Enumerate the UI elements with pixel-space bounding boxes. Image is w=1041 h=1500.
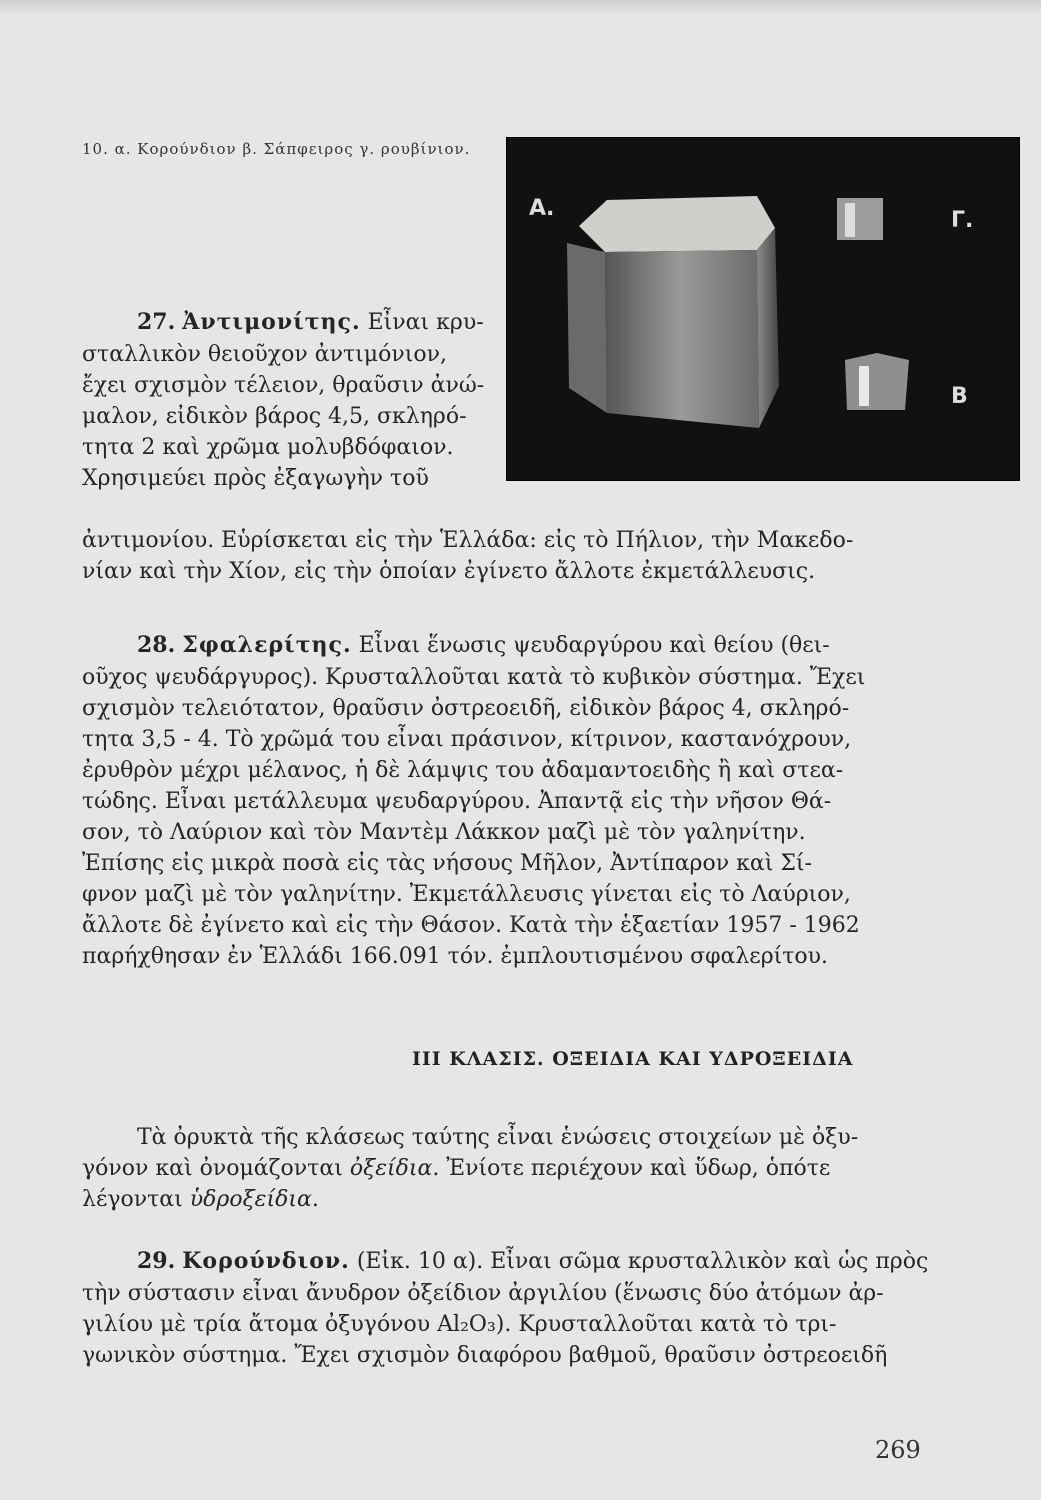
- section-28-line-5: τώδης. Εἶναι μετάλλευμα ψευδαργύρου. Ἀπαντᾷ εἰς τὴν νῆσον Θά-: [82, 789, 832, 814]
- section-28-line-6: σον, τὸ Λαύριον καὶ τὸν Μαντὲμ Λάκκον μαζὶ μὲ τὸν γαληνίτην.: [82, 820, 806, 845]
- section-28-head: [137, 630, 937, 661]
- section-27-number: 27.: [137, 309, 176, 335]
- intro-line-2b: . Ἐνίοτε περιέχουν καὶ ὕδωρ, ὁπότε: [432, 1156, 831, 1181]
- intro-line-2a: γόνον καὶ ὀνομάζονται: [82, 1156, 350, 1181]
- intro-line-3b: .: [311, 1187, 319, 1212]
- section-28-line-1: οῦχος ψευδάργυρος). Κρυσταλλοῦται κατὰ τὸ κυβικὸν σύστημα. Ἔχει: [82, 665, 866, 690]
- section-29-title: Κορούνδιον.: [182, 1248, 350, 1274]
- section-28-number: 28.: [137, 632, 176, 658]
- intro-line-3a: λέγονται: [82, 1187, 190, 1212]
- figure-photo: [506, 137, 1020, 481]
- section-29-line-2: γιλίου μὲ τρία ἄτομα ὀξυγόνου Al₂O₃). Κρυσταλλοῦται κατὰ τὸ τρι-: [82, 1312, 837, 1337]
- label-a: Α.: [529, 196, 555, 221]
- section-29-line-1: τὴν σύστασιν εἶναι ἄνυδρον ὀξείδιον ἀργιλίου (ἕνωσις δύο ἀτόμων ἀρ-: [82, 1281, 884, 1306]
- section-27-line-2: ἔχει σχισμὸν τέλειον, θραῦσιν ἀνώ-: [82, 373, 485, 398]
- section-28-line-7: Ἐπίσης εἰς μικρὰ ποσὰ εἰς τὰς νήσους Μῆλον, Ἀντίπαρον καὶ Σί-: [82, 851, 812, 876]
- section-28-body: [82, 662, 922, 972]
- section-27-line-4: τητα 2 καὶ χρῶμα μολυβδόφαιον.: [82, 435, 454, 460]
- intro-line-3: [82, 1184, 942, 1215]
- intro-term-oxides: ὀξείδια: [349, 1156, 433, 1181]
- section-27-body-full: [82, 525, 922, 587]
- section-28-line-2: σχισμὸν τελειότατον, θραῦσιν ὀστρεοειδῆ, εἰδικὸν βάρος 4, σκληρό-: [82, 696, 850, 721]
- section-27-line-3: μαλον, εἰδικὸν βάρος 4,5, σκληρό-: [82, 404, 467, 429]
- section-28-line-0: Εἶναι ἕνωσις ψευδαργύρου καὶ θείου (θει-: [358, 633, 830, 658]
- section-28-line-3: τητα 3,5 - 4. Τὸ χρῶμά του εἶναι πράσινον, κίτρινον, καστανόχρουν,: [82, 727, 852, 752]
- section-27-line-7: νίαν καὶ τὴν Χίον, εἰς τὴν ὁποίαν ἐγίνετο ἄλλοτε ἐκμετάλλευσις.: [82, 559, 816, 584]
- label-b: Β: [951, 384, 968, 409]
- label-g: Γ.: [951, 208, 974, 233]
- section-29-number: 29.: [137, 1248, 176, 1274]
- section-29-body: [82, 1278, 942, 1371]
- section-27-line-5: Χρησιμεύει πρὸς ἐξαγωγὴν τοῦ: [82, 466, 429, 491]
- section-28-title: Σφαλερίτης.: [182, 632, 352, 658]
- section-28-line-10: παρήχθησαν ἐν Ἑλλάδι 166.091 τόν. ἐμπλουτισμένου σφαλερίτου.: [82, 944, 829, 969]
- section-27-line-6: ἀντιμονίου. Εὑρίσκεται εἰς τὴν Ἑλλάδα: εἰς τὸ Πήλιον, τὴν Μακεδο-: [82, 528, 854, 553]
- section-28-line-9: ἄλλοτε δὲ ἐγίνετο καὶ εἰς τὴν Θάσον. Κατὰ τὴν ἑξαετίαν 1957 - 1962: [82, 913, 860, 938]
- page-edge: [0, 0, 1041, 16]
- section-29-line-0: (Εἰκ. 10 α). Εἶναι σῶμα κρυσταλλικὸν καὶ ὡς πρὸς: [356, 1249, 929, 1274]
- class-heading: III ΚΛΑΣΙΣ. ΟΞΕΙΔΙΑ ΚΑΙ ΥΔΡΟΞΕΙΔΙΑ: [412, 1048, 854, 1070]
- page-number: 269: [875, 1436, 921, 1464]
- figure-caption: 10. α. Κορούνδιον β. Σάπφειρος γ. ρουβίνιον.: [82, 140, 471, 158]
- section-29-line-3: γωνικὸν σύστημα. Ἔχει σχισμὸν διαφόρου βαθμοῦ, θραῦσιν ὀστρεοειδῆ: [82, 1343, 888, 1368]
- section-28-line-8: φνον μαζὶ μὲ τὸν γαληνίτην. Ἐκμετάλλευσις γίνεται εἰς τὸ Λαύριον,: [82, 882, 851, 907]
- class-intro: [82, 1122, 942, 1215]
- intro-line-2: [82, 1153, 942, 1184]
- section-27-line-0: Εἶναι κρυ-: [367, 310, 484, 335]
- section-27-head: [137, 307, 497, 338]
- section-27-body-left: [82, 339, 502, 494]
- corundum-crystal-photo: [507, 138, 1019, 480]
- section-27-title: Ἀντιμονίτης.: [182, 309, 361, 335]
- section-29-head: [137, 1246, 937, 1277]
- section-28-line-4: ἐρυθρὸν μέχρι μέλανος, ἡ δὲ λάμψις του ἀδαμαντοειδὴς ἢ καὶ στεα-: [82, 758, 844, 783]
- section-27-line-1: σταλλικὸν θειοῦχον ἀντιμόνιον,: [82, 342, 447, 367]
- intro-line-1: Τὰ ὀρυκτὰ τῆς κλάσεως ταύτης εἶναι ἑνώσεις στοιχείων μὲ ὀξυ-: [137, 1125, 859, 1150]
- intro-term-hydroxides: ὑδροξείδια: [189, 1187, 312, 1212]
